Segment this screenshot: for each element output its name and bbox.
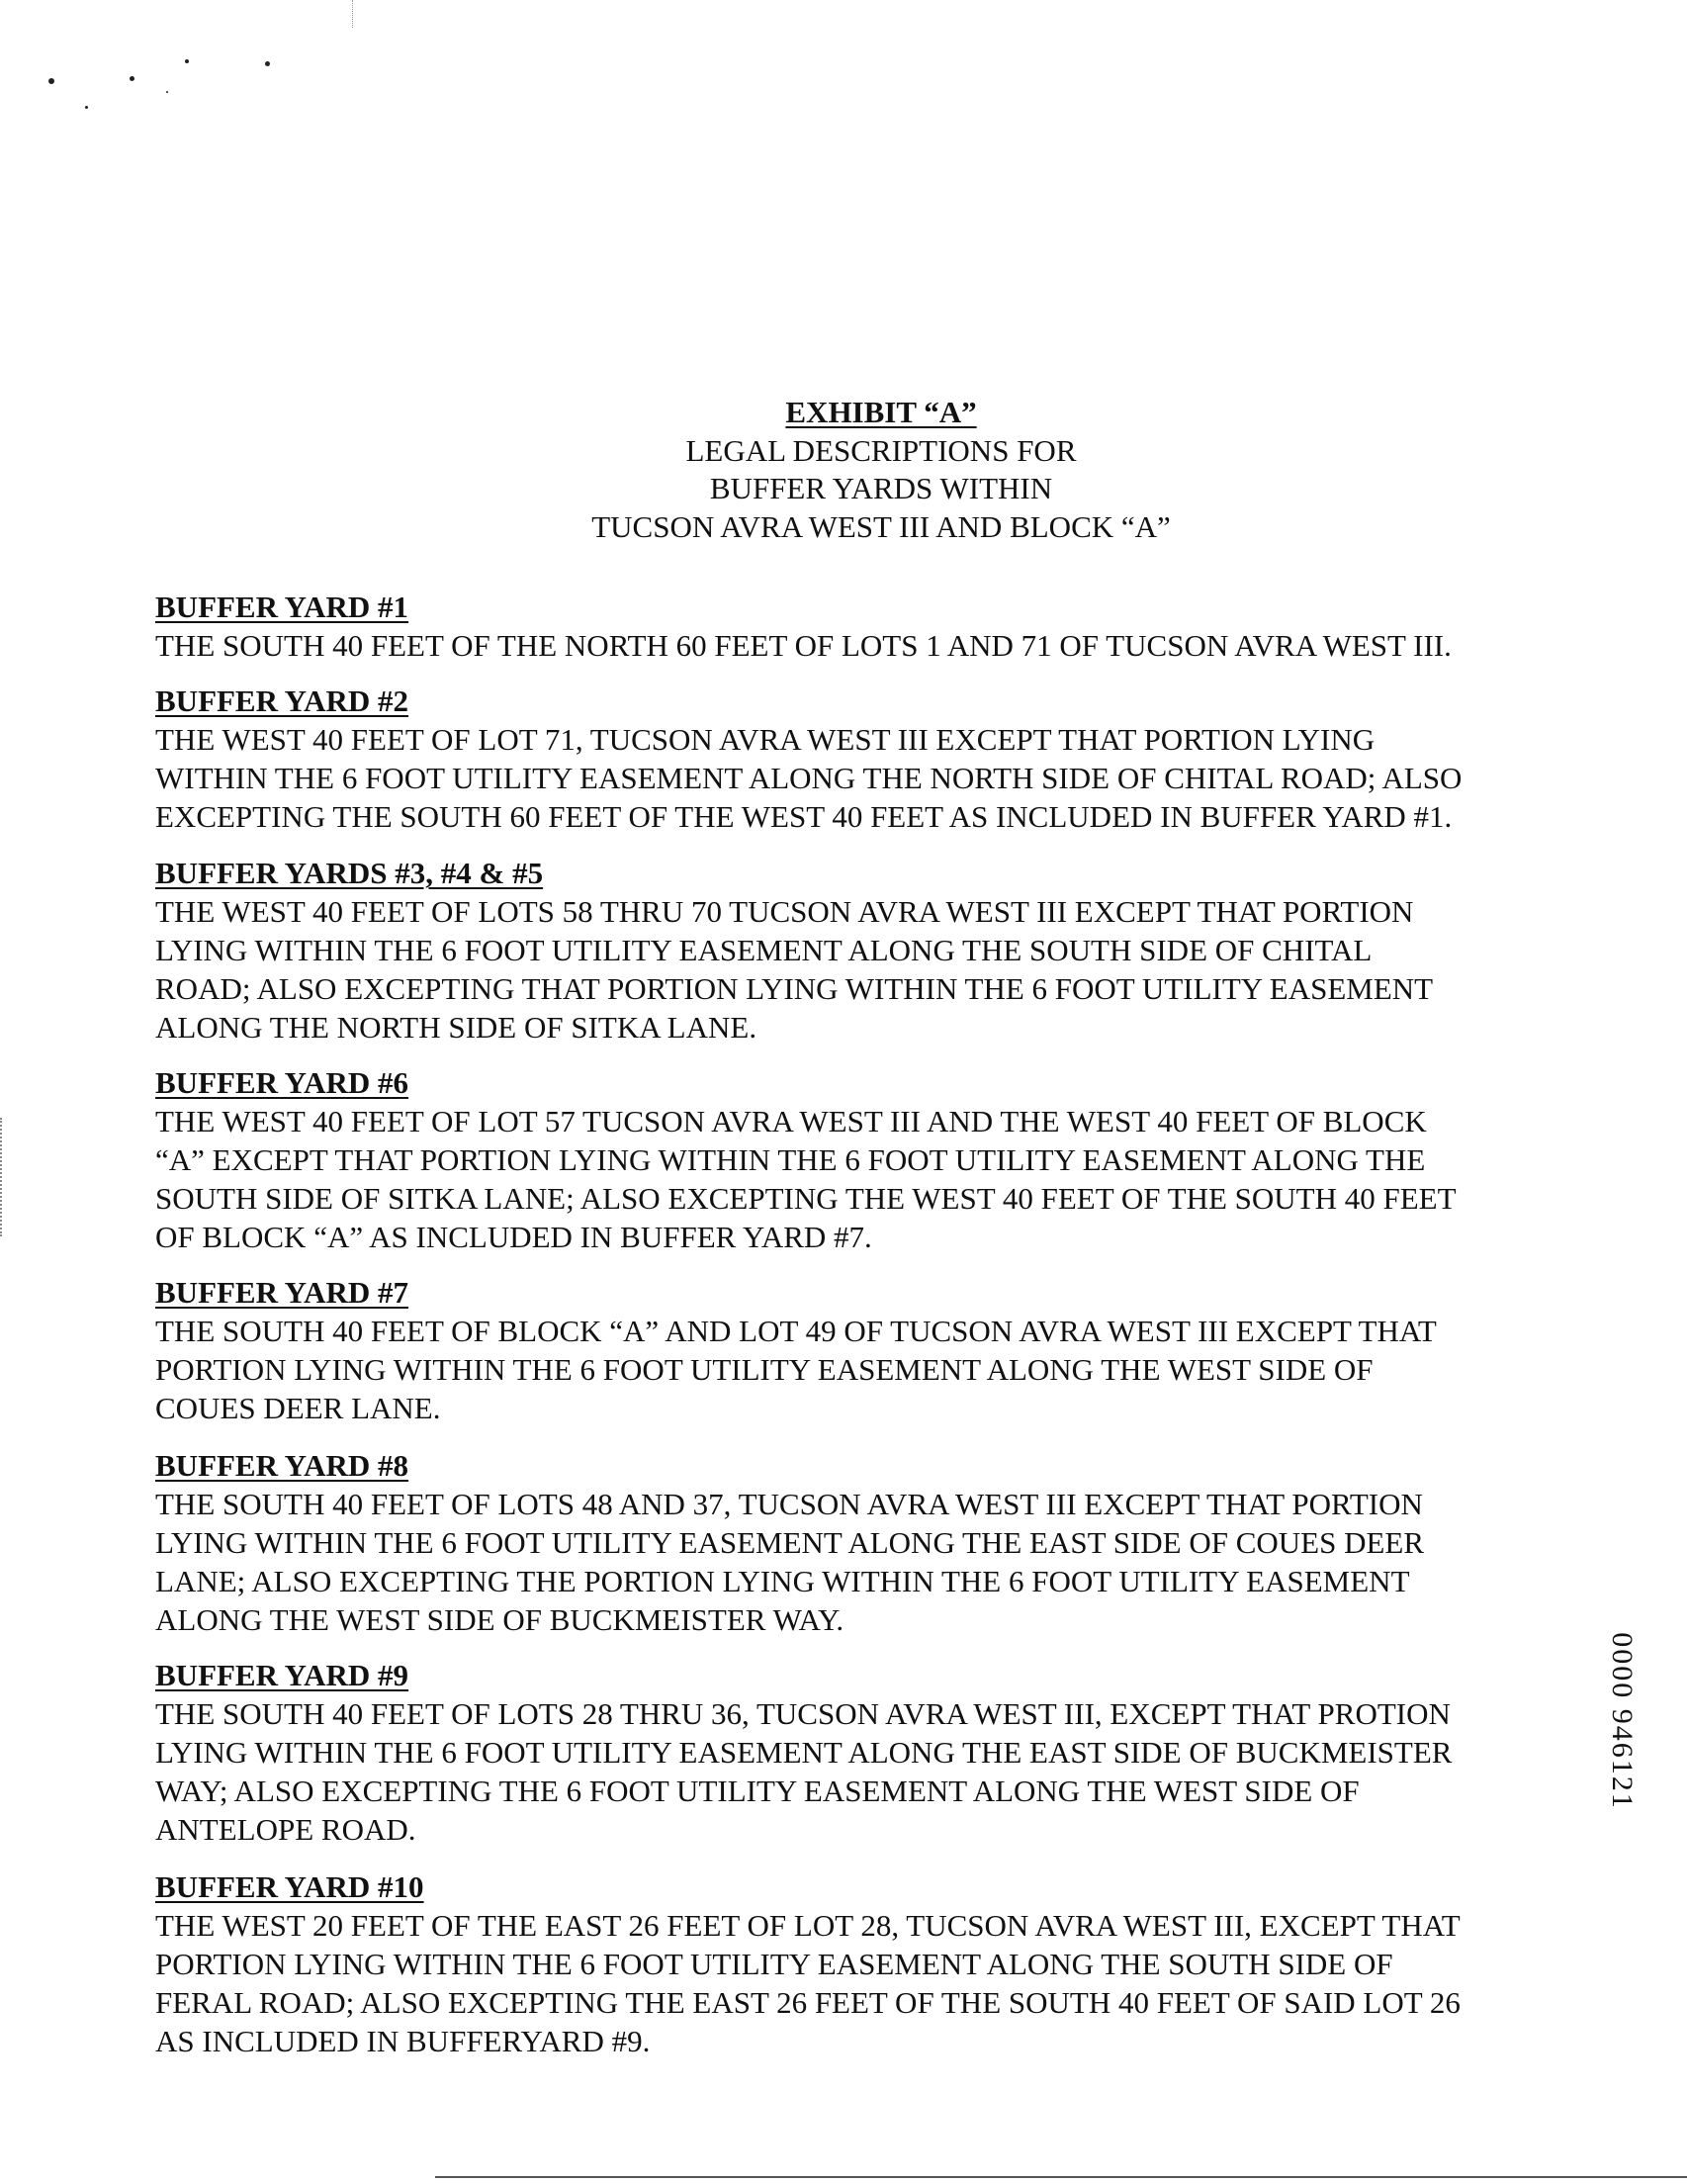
buffer-yard-section xyxy=(155,1063,1599,1256)
section-body: THE WEST 20 FEET OF THE EAST 26 FEET OF LOT 28, TUCSON AVRA WEST III, EXCEPT THAT PORTION LYING WITHIN THE 6 FOOT UTILITY EASEMENT ALONG THE SOUTH SIDE OF FERAL ROAD; ALSO EXCEPTING THE EAST 26 FEET OF THE SOUTH 40 FEET OF SAID LOT 26 AS INCLUDED IN BUFFERYARD #9. xyxy=(155,1908,1461,2058)
section-body: THE SOUTH 40 FEET OF BLOCK “A” AND LOT 49 OF TUCSON AVRA WEST III EXCEPT THAT PORTION LYING WITHIN THE 6 FOOT UTILITY EASEMENT ALONG THE WEST SIDE OF COUES DEER LANE. xyxy=(155,1314,1437,1425)
section-heading: BUFFER YARD #2 xyxy=(155,683,409,718)
exhibit-title: EXHIBIT “A” xyxy=(785,395,977,429)
section-body: THE WEST 40 FEET OF LOT 71, TUCSON AVRA WEST III EXCEPT THAT PORTION LYING WITHIN THE 6 FOOT UTILITY EASEMENT ALONG THE NORTH SIDE OF CHITAL ROAD; ALSO EXCEPTING THE SOUTH 60 FEET OF THE WEST 40 FEET AS INCLUDED IN BUFFER YARD #1. xyxy=(155,722,1463,834)
section-body: THE SOUTH 40 FEET OF THE NORTH 60 FEET OF LOTS 1 AND 71 OF TUCSON AVRA WEST III. xyxy=(155,628,1452,663)
section-heading: BUFFER YARD #6 xyxy=(155,1065,409,1100)
section-heading: BUFFER YARD #9 xyxy=(155,1658,409,1692)
header-line-1: LEGAL DESCRIPTIONS FOR xyxy=(685,432,1077,468)
buffer-yard-section xyxy=(155,1656,1599,1849)
section-body: THE SOUTH 40 FEET OF LOTS 28 THRU 36, TUCSON AVRA WEST III, EXCEPT THAT PROTION LYING WITHIN THE 6 FOOT UTILITY EASEMENT ALONG THE EAST SIDE OF BUCKMEISTER WAY; ALSO EXCEPTING THE 6 FOOT UTILITY EASEMENT ALONG THE WEST SIDE OF ANTELOPE ROAD. xyxy=(155,1696,1453,1847)
scan-mark-top xyxy=(352,0,354,28)
scan-speck xyxy=(265,61,270,66)
section-heading: BUFFER YARDS #3, #4 & #5 xyxy=(155,856,544,890)
section-body: THE WEST 40 FEET OF LOTS 58 THRU 70 TUCSON AVRA WEST III EXCEPT THAT PORTION LYING WITHIN THE 6 FOOT UTILITY EASEMENT ALONG THE SOUTH SIDE OF CHITAL ROAD; ALSO EXCEPTING THAT PORTION LYING WITHIN THE 6 FOOT UTILITY EASEMENT ALONG THE NORTH SIDE OF SITKA LANE. xyxy=(155,894,1434,1045)
buffer-yard-section xyxy=(155,1446,1599,1639)
buffer-yard-section xyxy=(155,854,1599,1046)
filing-stamp-number: 0000 946121 xyxy=(1606,1632,1639,1810)
section-body: THE WEST 40 FEET OF LOT 57 TUCSON AVRA WEST III AND THE WEST 40 FEET OF BLOCK “A” EXCEPT THAT PORTION LYING WITHIN THE 6 FOOT UTILITY EASEMENT ALONG THE SOUTH SIDE OF SITKA LANE; ALSO EXCEPTING THE WEST 40 FEET OF THE SOUTH 40 FEET OF BLOCK “A” AS INCLUDED IN BUFFER YARD #7. xyxy=(155,1104,1457,1254)
header-line-2: BUFFER YARDS WITHIN xyxy=(709,471,1053,505)
scan-mark-left xyxy=(0,1118,4,1236)
header-line-3: TUCSON AVRA WEST III AND BLOCK “A” xyxy=(591,508,1171,544)
document-header xyxy=(0,394,1687,546)
scan-speck xyxy=(130,76,134,81)
filing-stamp xyxy=(1602,1592,1642,1850)
scan-speck xyxy=(85,106,88,109)
buffer-yard-section xyxy=(155,1867,1599,2060)
section-heading: BUFFER YARD #8 xyxy=(155,1448,409,1483)
scan-speck xyxy=(185,59,189,63)
scan-speck xyxy=(48,78,54,84)
scan-speck xyxy=(166,91,168,93)
scan-edge-bottom xyxy=(435,2176,1687,2178)
section-heading: BUFFER YARD #10 xyxy=(155,1869,424,1904)
buffer-yard-section xyxy=(155,1273,1599,1427)
section-heading: BUFFER YARD #1 xyxy=(155,590,409,624)
section-body: THE SOUTH 40 FEET OF LOTS 48 AND 37, TUCSON AVRA WEST III EXCEPT THAT PORTION LYING WITHIN THE 6 FOOT UTILITY EASEMENT ALONG THE EAST SIDE OF COUES DEER LANE; ALSO EXCEPTING THE PORTION LYING WITHIN THE 6 FOOT UTILITY EASEMENT ALONG THE WEST SIDE OF BUCKMEISTER WAY. xyxy=(155,1487,1425,1637)
buffer-yard-section xyxy=(155,682,1599,836)
buffer-yard-section xyxy=(155,588,1599,665)
section-heading: BUFFER YARD #7 xyxy=(155,1275,409,1310)
